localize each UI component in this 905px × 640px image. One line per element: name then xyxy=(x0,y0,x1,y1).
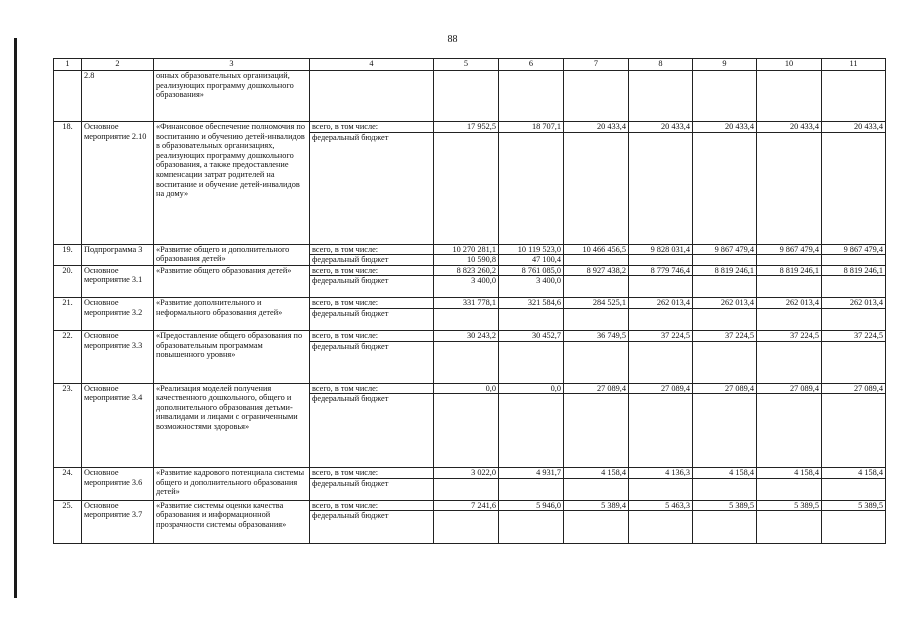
value-cell: 0,0 xyxy=(499,383,564,394)
value-cell: 8 927 438,2 xyxy=(564,265,629,276)
table-row xyxy=(54,500,886,511)
value-cell xyxy=(564,341,629,383)
funding-source: всего, в том числе: xyxy=(310,500,434,511)
value-cell: 8 819 246,1 xyxy=(822,265,886,276)
funding-source: всего, в том числе: xyxy=(310,122,434,133)
value-cell xyxy=(564,71,629,122)
column-header: 4 xyxy=(310,59,434,71)
value-cell: 5 389,4 xyxy=(564,500,629,511)
value-cell xyxy=(693,308,757,330)
value-cell: 8 823 260,2 xyxy=(434,265,499,276)
column-header: 2 xyxy=(82,59,154,71)
value-cell: 3 400,0 xyxy=(434,276,499,298)
value-cell: 8 819 246,1 xyxy=(693,265,757,276)
value-cell: 4 931,7 xyxy=(499,468,564,479)
table-row xyxy=(54,71,886,122)
value-cell xyxy=(757,478,822,500)
value-cell xyxy=(564,276,629,298)
value-cell xyxy=(499,308,564,330)
value-cell: 262 013,4 xyxy=(822,298,886,309)
funding-source: всего, в том числе: xyxy=(310,330,434,341)
column-header: 5 xyxy=(434,59,499,71)
value-cell xyxy=(434,478,499,500)
value-cell xyxy=(434,132,499,244)
row-number xyxy=(54,71,82,122)
column-header: 3 xyxy=(154,59,310,71)
value-cell: 9 828 031,4 xyxy=(629,244,693,255)
value-cell: 5 463,3 xyxy=(629,500,693,511)
value-cell: 10 466 456,5 xyxy=(564,244,629,255)
value-cell xyxy=(629,71,693,122)
value-cell: 4 158,4 xyxy=(757,468,822,479)
value-cell xyxy=(564,394,629,468)
value-cell: 8 779 746,4 xyxy=(629,265,693,276)
row-number: 22. xyxy=(54,330,82,383)
value-cell xyxy=(757,394,822,468)
funding-source: федеральный бюджет xyxy=(310,394,434,468)
program-code: Основное мероприятие 3.6 xyxy=(82,468,154,501)
value-cell: 30 243,2 xyxy=(434,330,499,341)
value-cell: 0,0 xyxy=(434,383,499,394)
value-cell: 36 749,5 xyxy=(564,330,629,341)
value-cell xyxy=(693,71,757,122)
value-cell: 5 389,5 xyxy=(822,500,886,511)
program-description: «Развитие дополнительного и неформального образования детей» xyxy=(154,298,310,331)
value-cell: 27 089,4 xyxy=(629,383,693,394)
value-cell: 27 089,4 xyxy=(822,383,886,394)
value-cell: 9 867 479,4 xyxy=(822,244,886,255)
program-code: Основное мероприятие 3.2 xyxy=(82,298,154,331)
value-cell xyxy=(564,308,629,330)
budget-table xyxy=(53,58,886,544)
value-cell: 20 433,4 xyxy=(822,122,886,133)
value-cell: 3 400,0 xyxy=(499,276,564,298)
value-cell: 27 089,4 xyxy=(757,383,822,394)
value-cell xyxy=(757,341,822,383)
value-cell xyxy=(564,132,629,244)
table-row xyxy=(54,122,886,133)
program-code: Основное мероприятие 3.4 xyxy=(82,383,154,468)
value-cell: 27 089,4 xyxy=(693,383,757,394)
value-cell xyxy=(564,255,629,266)
value-cell xyxy=(629,132,693,244)
value-cell xyxy=(434,394,499,468)
value-cell: 7 241,6 xyxy=(434,500,499,511)
value-cell xyxy=(499,511,564,544)
value-cell xyxy=(629,478,693,500)
funding-source: всего, в том числе: xyxy=(310,244,434,255)
program-description: «Развитие общего и дополнительного образования детей» xyxy=(154,244,310,265)
value-cell xyxy=(693,132,757,244)
value-cell: 3 022,0 xyxy=(434,468,499,479)
value-cell xyxy=(629,308,693,330)
value-cell xyxy=(629,341,693,383)
value-cell: 5 389,5 xyxy=(757,500,822,511)
value-cell: 4 158,4 xyxy=(564,468,629,479)
value-cell: 9 867 479,4 xyxy=(757,244,822,255)
value-cell: 10 270 281,1 xyxy=(434,244,499,255)
value-cell xyxy=(757,308,822,330)
value-cell xyxy=(822,276,886,298)
value-cell: 37 224,5 xyxy=(757,330,822,341)
value-cell: 30 452,7 xyxy=(499,330,564,341)
value-cell xyxy=(693,478,757,500)
program-code: Основное мероприятие 3.7 xyxy=(82,500,154,544)
column-header: 9 xyxy=(693,59,757,71)
program-code: Подпрограмма 3 xyxy=(82,244,154,265)
value-cell: 20 433,4 xyxy=(693,122,757,133)
program-code: Основное мероприятие 3.1 xyxy=(82,265,154,298)
value-cell: 331 778,1 xyxy=(434,298,499,309)
value-cell: 5 389,5 xyxy=(693,500,757,511)
funding-source xyxy=(310,71,434,122)
funding-source: всего, в том числе: xyxy=(310,468,434,479)
value-cell: 262 013,4 xyxy=(693,298,757,309)
column-header: 8 xyxy=(629,59,693,71)
value-cell xyxy=(564,511,629,544)
value-cell: 17 952,5 xyxy=(434,122,499,133)
value-cell: 284 525,1 xyxy=(564,298,629,309)
value-cell: 9 867 479,4 xyxy=(693,244,757,255)
table-row xyxy=(54,265,886,276)
value-cell xyxy=(822,511,886,544)
value-cell xyxy=(434,511,499,544)
value-cell: 37 224,5 xyxy=(693,330,757,341)
value-cell: 20 433,4 xyxy=(564,122,629,133)
funding-source: федеральный бюджет xyxy=(310,255,434,266)
value-cell: 5 946,0 xyxy=(499,500,564,511)
program-description: «Развитие общего образования детей» xyxy=(154,265,310,298)
value-cell xyxy=(499,132,564,244)
value-cell xyxy=(564,478,629,500)
program-description: «Финансовое обеспечение полномочия по воспитанию и обучению детей-инвалидов в образовательных организациях, реализующих программу дошкольного образования, а также предоставление компенсации затрат родителей на воспитание и обучение детей-инвалидов на дому» xyxy=(154,122,310,245)
value-cell xyxy=(822,341,886,383)
value-cell: 20 433,4 xyxy=(629,122,693,133)
value-cell xyxy=(822,132,886,244)
value-cell xyxy=(499,478,564,500)
table-row xyxy=(54,468,886,479)
value-cell xyxy=(693,394,757,468)
row-number: 24. xyxy=(54,468,82,501)
column-header: 6 xyxy=(499,59,564,71)
value-cell xyxy=(629,511,693,544)
value-cell xyxy=(757,511,822,544)
funding-source: федеральный бюджет xyxy=(310,511,434,544)
value-cell xyxy=(434,71,499,122)
value-cell: 37 224,5 xyxy=(822,330,886,341)
value-cell xyxy=(822,71,886,122)
value-cell xyxy=(822,308,886,330)
program-description: «Предоставление общего образования по образовательным программам повышенного уровня» xyxy=(154,330,310,383)
header-row xyxy=(54,59,886,71)
program-code: 2.8 xyxy=(82,71,154,122)
row-number: 21. xyxy=(54,298,82,331)
value-cell: 27 089,4 xyxy=(564,383,629,394)
row-number: 20. xyxy=(54,265,82,298)
funding-source: федеральный бюджет xyxy=(310,341,434,383)
funding-source: федеральный бюджет xyxy=(310,308,434,330)
funding-source: всего, в том числе: xyxy=(310,383,434,394)
value-cell: 20 433,4 xyxy=(757,122,822,133)
value-cell xyxy=(757,276,822,298)
value-cell xyxy=(693,511,757,544)
value-cell xyxy=(499,394,564,468)
value-cell: 262 013,4 xyxy=(757,298,822,309)
page-number: 88 xyxy=(447,34,458,45)
value-cell xyxy=(693,255,757,266)
program-description: «Реализация моделей получения качественного дошкольного, общего и дополнительного образования детьми-инвалидами и лицами с ограниченными возможностями здоровья» xyxy=(154,383,310,468)
funding-source: всего, в том числе: xyxy=(310,298,434,309)
value-cell xyxy=(822,478,886,500)
value-cell: 4 136,3 xyxy=(629,468,693,479)
funding-source: федеральный бюджет xyxy=(310,276,434,298)
margin-rule xyxy=(14,38,17,598)
value-cell: 8 819 246,1 xyxy=(757,265,822,276)
value-cell xyxy=(629,276,693,298)
value-cell xyxy=(434,308,499,330)
table-row xyxy=(54,244,886,255)
value-cell xyxy=(629,255,693,266)
value-cell: 10 119 523,0 xyxy=(499,244,564,255)
value-cell xyxy=(822,255,886,266)
row-number: 23. xyxy=(54,383,82,468)
value-cell: 47 100,4 xyxy=(499,255,564,266)
row-number: 18. xyxy=(54,122,82,245)
program-description: онных образовательных организаций, реализующих программу дошкольного образования» xyxy=(154,71,310,122)
value-cell xyxy=(757,132,822,244)
table-row xyxy=(54,298,886,309)
value-cell xyxy=(434,341,499,383)
value-cell: 18 707,1 xyxy=(499,122,564,133)
funding-source: федеральный бюджет xyxy=(310,478,434,500)
value-cell xyxy=(629,394,693,468)
value-cell: 8 761 085,0 xyxy=(499,265,564,276)
program-code: Основное мероприятие 3.3 xyxy=(82,330,154,383)
value-cell xyxy=(757,71,822,122)
value-cell: 262 013,4 xyxy=(629,298,693,309)
program-description: «Развитие кадрового потенциала системы общего и дополнительного образования детей» xyxy=(154,468,310,501)
value-cell: 37 224,5 xyxy=(629,330,693,341)
value-cell xyxy=(693,276,757,298)
table-row xyxy=(54,383,886,394)
program-code: Основное мероприятие 2.10 xyxy=(82,122,154,245)
funding-source: всего, в том числе: xyxy=(310,265,434,276)
column-header: 1 xyxy=(54,59,82,71)
value-cell: 10 590,8 xyxy=(434,255,499,266)
value-cell xyxy=(757,255,822,266)
value-cell xyxy=(499,71,564,122)
value-cell xyxy=(693,341,757,383)
program-description: «Развитие системы оценки качества образования и информационной прозрачности системы образования» xyxy=(154,500,310,544)
value-cell: 4 158,4 xyxy=(822,468,886,479)
value-cell: 4 158,4 xyxy=(693,468,757,479)
column-header: 11 xyxy=(822,59,886,71)
row-number: 25. xyxy=(54,500,82,544)
value-cell: 321 584,6 xyxy=(499,298,564,309)
value-cell xyxy=(499,341,564,383)
funding-source: федеральный бюджет xyxy=(310,132,434,244)
column-header: 7 xyxy=(564,59,629,71)
row-number: 19. xyxy=(54,244,82,265)
table-row xyxy=(54,330,886,341)
column-header: 10 xyxy=(757,59,822,71)
value-cell xyxy=(822,394,886,468)
